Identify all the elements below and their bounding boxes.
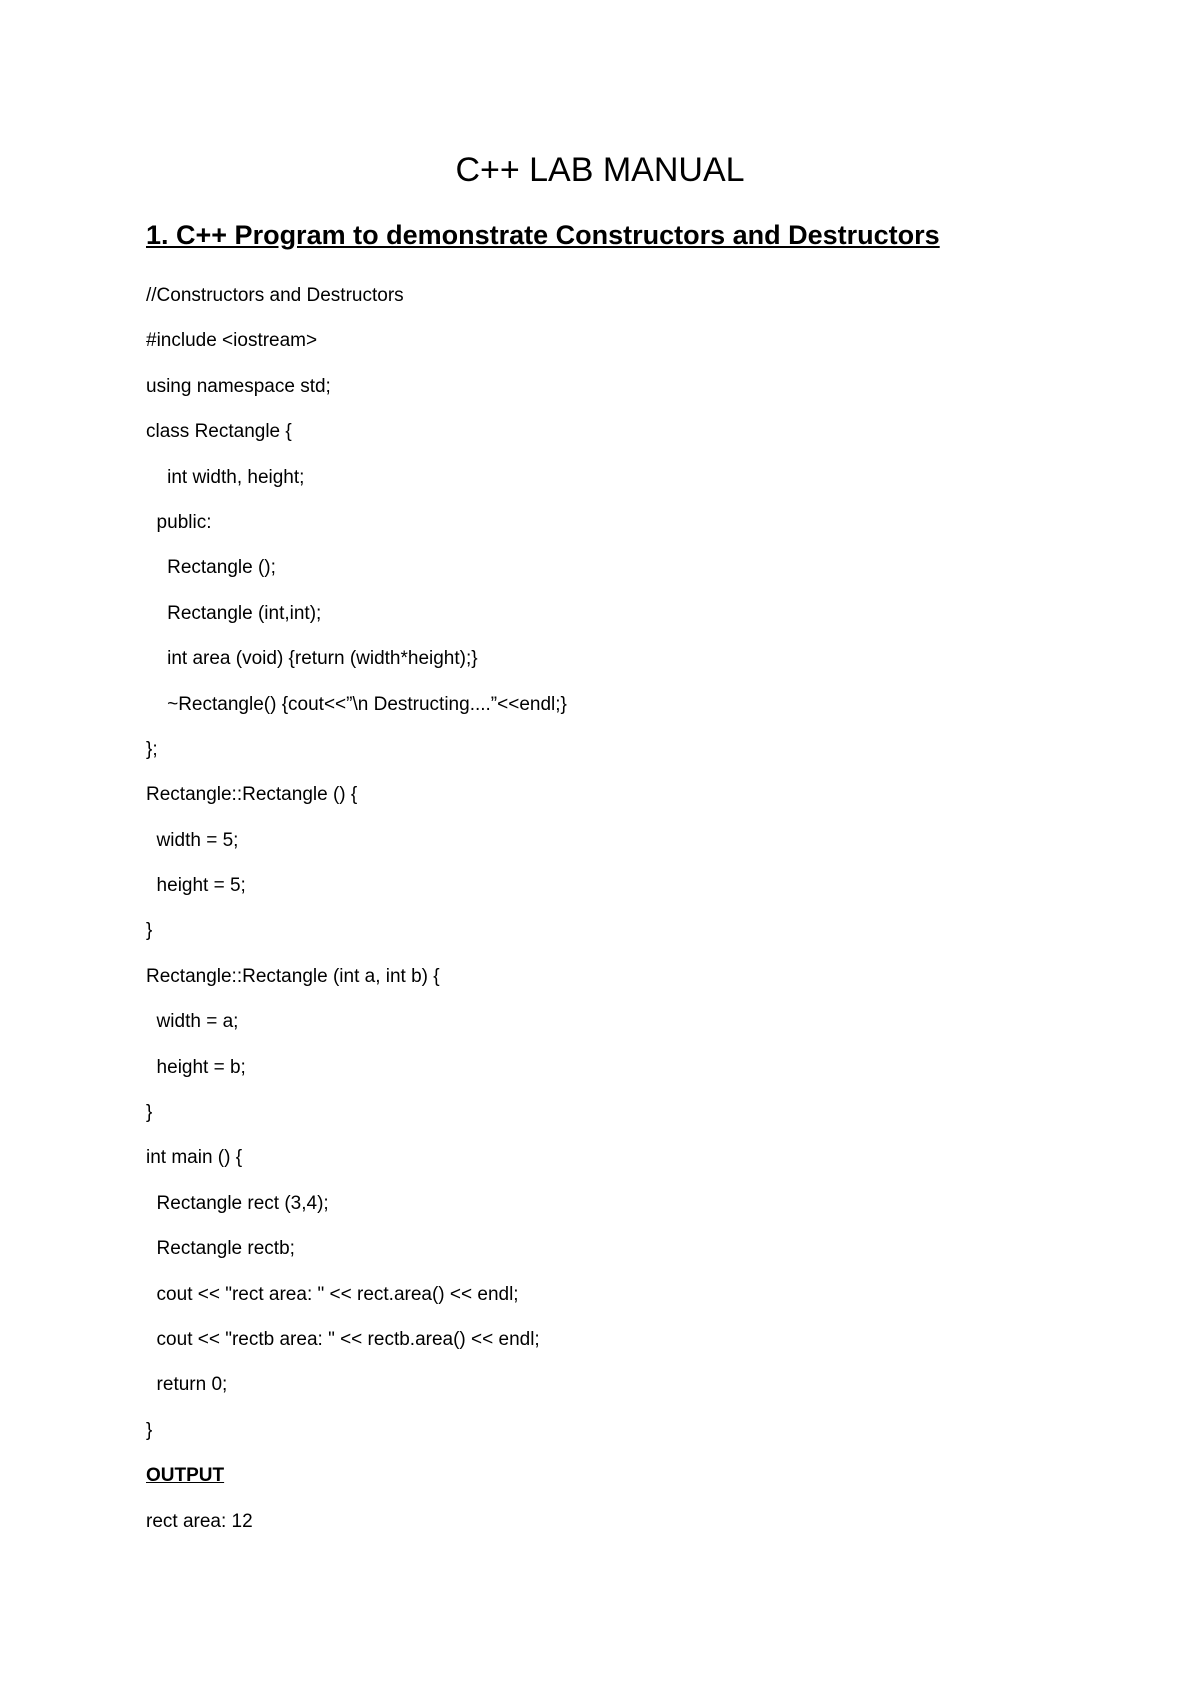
code-line: public: (146, 511, 212, 533)
code-listing (146, 273, 567, 1453)
code-line: Rectangle rectb; (146, 1238, 295, 1260)
code-line: Rectangle::Rectangle () { (146, 784, 358, 806)
document-title: C++ LAB MANUAL (455, 151, 745, 189)
code-line: using namespace std; (146, 375, 331, 397)
code-line: class Rectangle { (146, 421, 292, 443)
code-line: int main () { (146, 1147, 243, 1169)
code-line: return 0; (146, 1374, 228, 1396)
output-heading: OUTPUT (146, 1465, 225, 1486)
code-line: int area (void) {return (width*height);} (146, 648, 478, 670)
code-line: }; (146, 738, 158, 760)
code-line: height = 5; (146, 875, 246, 897)
code-line: } (146, 920, 153, 942)
output-line: rect area: 12 (146, 1511, 253, 1532)
code-line: int width, height; (146, 466, 305, 488)
section-heading: 1. C++ Program to demonstrate Constructors and Destructors (146, 220, 940, 250)
code-line: cout << "rectb area: " << rectb.area() << endl; (146, 1328, 540, 1350)
code-line: Rectangle rect (3,4); (146, 1192, 329, 1214)
code-line: } (146, 1419, 153, 1441)
code-line: #include <iostream> (146, 330, 318, 352)
code-line: ~Rectangle() {cout<<”\n Destructing....”<<endl;} (146, 693, 567, 715)
code-line: } (146, 1102, 153, 1124)
code-line: Rectangle::Rectangle (int a, int b) { (146, 965, 440, 987)
code-line: height = b; (146, 1056, 246, 1078)
code-line: width = a; (146, 1011, 239, 1033)
code-line: //Constructors and Destructors (146, 285, 404, 306)
code-line: width = 5; (146, 829, 239, 851)
code-line: Rectangle (); (146, 557, 276, 579)
code-line: Rectangle (int,int); (146, 602, 322, 624)
code-line: cout << "rect area: " << rect.area() << endl; (146, 1283, 519, 1305)
